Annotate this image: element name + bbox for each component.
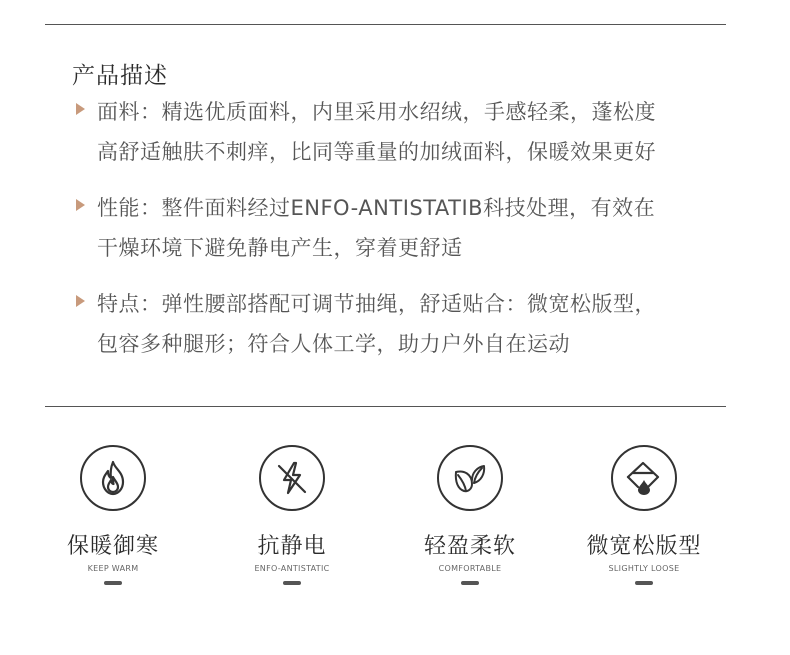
feature-comfortable [380, 445, 560, 585]
feature-title: 保暖御寒 [66, 534, 159, 559]
feature-keep-warm [23, 445, 203, 585]
feature-slightly-loose [554, 445, 734, 585]
flame-icon [93, 458, 133, 498]
item-line: 面料：精选优质面料，内里采用水绍绒，手感轻柔，蓬松度 [97, 100, 656, 124]
feature-subtitle: COMFORTABLE [438, 564, 502, 573]
feature-dash [104, 581, 122, 585]
item-line: 干燥环境下避免静电产生，穿着更舒适 [97, 236, 463, 260]
feature-subtitle: SLIGHTLY LOOSE [608, 564, 680, 573]
top-divider [45, 24, 726, 25]
feature-icon-circle [611, 445, 677, 511]
feature-dash [635, 581, 653, 585]
leaf-icon [450, 458, 490, 498]
drop-icon [624, 458, 664, 498]
item-line: 特点：弹性腰部搭配可调节抽绳，舒适贴合：微宽松版型， [97, 292, 656, 316]
item-line: 包容多种腿形；符合人体工学，助力户外自在运动 [97, 332, 570, 356]
description-list [72, 92, 752, 380]
feature-title: 轻盈柔软 [423, 534, 516, 559]
lightning-icon [272, 458, 312, 498]
list-item [72, 188, 752, 268]
feature-subtitle: ENFO-ANTISTATIC [254, 564, 330, 573]
feature-subtitle: KEEP WARM [87, 564, 139, 573]
list-item [72, 92, 752, 172]
list-item [72, 284, 752, 364]
bullet-arrow-icon [76, 103, 85, 115]
feature-dash [461, 581, 479, 585]
middle-divider [45, 406, 726, 407]
section-title: 产品描述 [72, 63, 168, 89]
feature-antistatic [202, 445, 382, 585]
item-line: 高舒适触肤不刺痒，比同等重量的加绒面料，保暖效果更好 [97, 140, 656, 164]
item-line: 性能：整件面料经过ENFO-ANTISTATIB科技处理，有效在 [97, 196, 656, 220]
feature-dash [283, 581, 301, 585]
bullet-arrow-icon [76, 199, 85, 211]
bullet-arrow-icon [76, 295, 85, 307]
feature-title: 微宽松版型 [586, 534, 702, 559]
feature-title: 抗静电 [257, 534, 327, 559]
feature-icon-circle [80, 445, 146, 511]
feature-icon-circle [437, 445, 503, 511]
feature-icon-circle [259, 445, 325, 511]
